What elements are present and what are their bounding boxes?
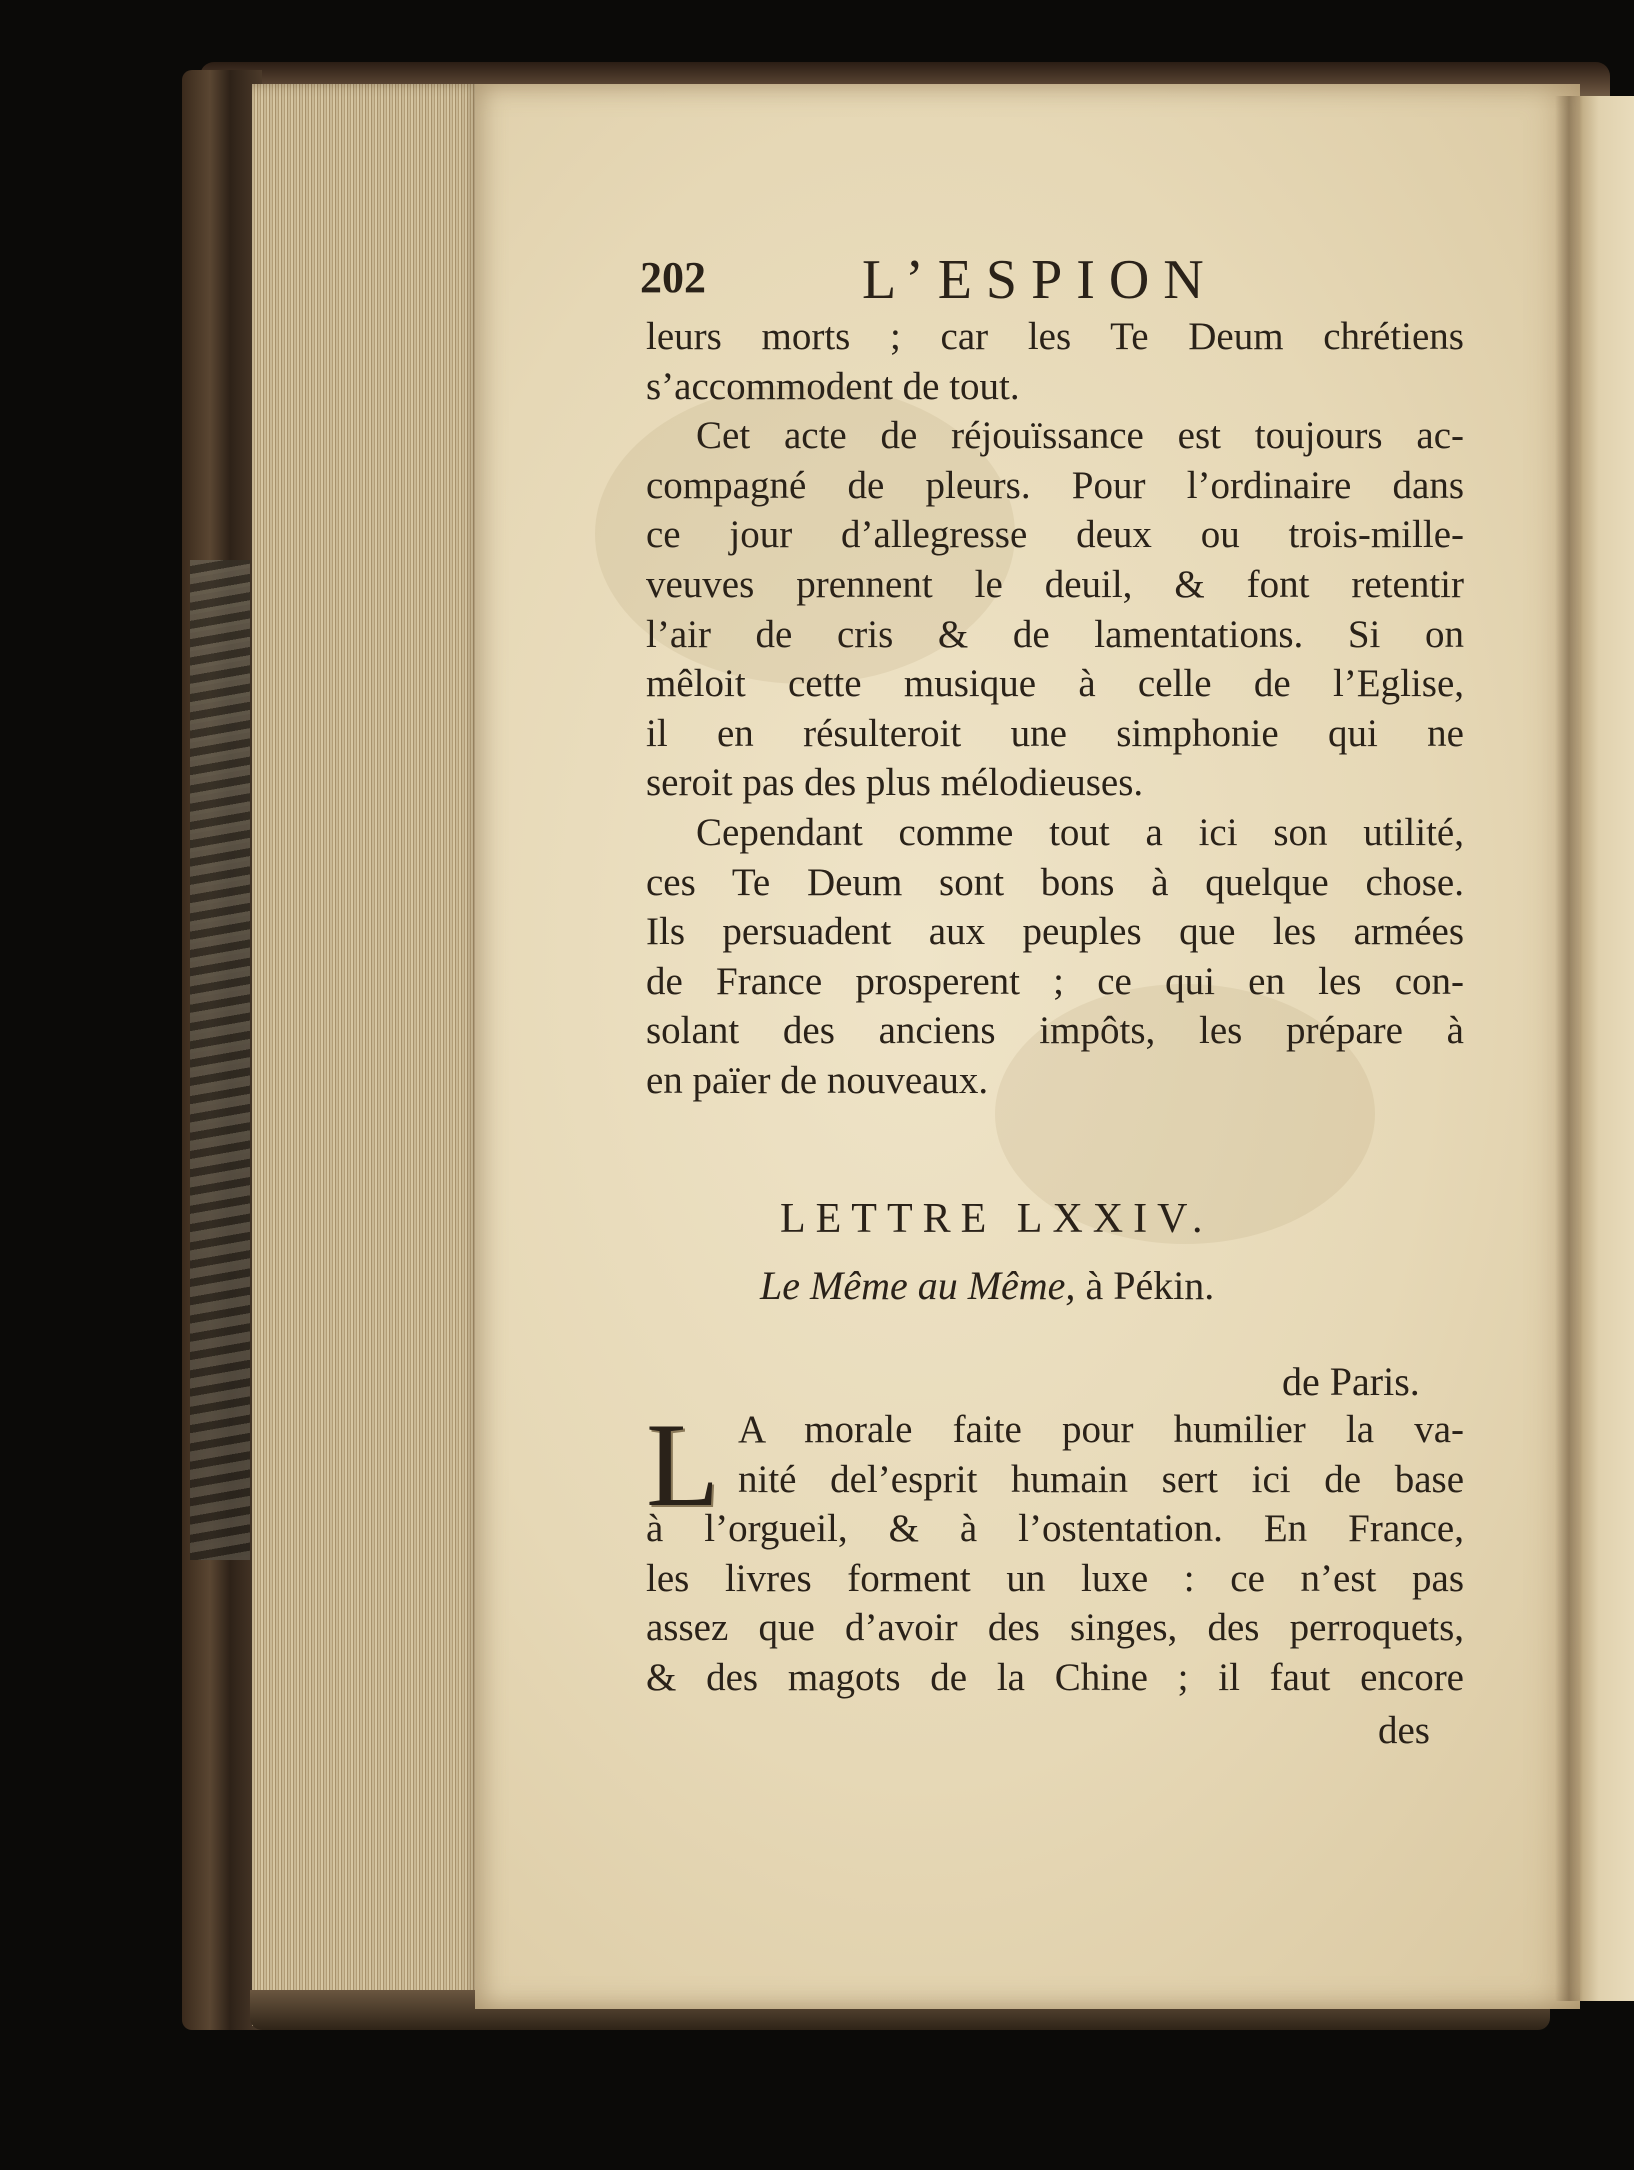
text-line: l’air de cris & de lamentations. Si on xyxy=(646,612,1464,656)
text-line: A morale faite pour humilier la va- xyxy=(738,1408,1464,1451)
marbled-endpaper xyxy=(190,560,250,1560)
letter-place: de Paris. xyxy=(1282,1359,1420,1404)
text-line: à l’orgueil, & à l’ostentation. En France, xyxy=(646,1507,1464,1551)
text-line: en païer de nouveaux. xyxy=(646,1058,989,1102)
page-edges xyxy=(252,84,482,2026)
text-line: compagné de pleurs. Pour l’ordinaire dans xyxy=(646,463,1464,507)
catchword: des xyxy=(1378,1709,1430,1752)
text-line: solant des anciens impôts, les prépare à xyxy=(646,1009,1464,1053)
text-line: Ils persuadent aux peuples que les armées xyxy=(646,910,1464,954)
text-line: seroit pas des plus mélodieuses. xyxy=(646,761,1144,805)
text-line: mêloit cette musique à celle de l’Eglise, xyxy=(646,662,1464,706)
text-line: assez que d’avoir des singes, des perroquets, xyxy=(646,1606,1464,1650)
page-number: 202 xyxy=(640,253,706,302)
text-line: Cependant comme tout a ici son utilité, xyxy=(696,810,1464,854)
body-text xyxy=(646,312,1464,1106)
text-line: veuves prennent le deuil, & font retentir xyxy=(646,562,1464,606)
text-line: Cet acte de réjouïssance est toujours ac- xyxy=(696,414,1464,458)
page-gutter-shadow xyxy=(1555,96,1583,2001)
text-line: nité del’esprit humain sert ici de base xyxy=(738,1457,1464,1501)
text-line: de France prosperent ; ce qui en les con- xyxy=(646,959,1464,1003)
facing-page xyxy=(1575,96,1634,2001)
letter-heading: LETTRE LXXIV. xyxy=(780,1196,1213,1242)
text-line: & des magots de la Chine ; il faut encore xyxy=(646,1655,1464,1699)
salutation-italic: Le Même au Même, xyxy=(760,1263,1076,1308)
text-line: les livres forment un luxe : ce n’est pas xyxy=(646,1556,1464,1600)
drop-cap: L xyxy=(646,1398,720,1531)
running-head xyxy=(640,248,1460,318)
salutation-place: à Pékin. xyxy=(1075,1263,1215,1308)
text-line: il en résulteroit une simphonie qui ne xyxy=(646,711,1464,755)
text-line: ce jour d’allegresse deux ou trois-mille- xyxy=(646,513,1464,557)
text-line: leurs morts ; car les Te Deum chrétiens xyxy=(646,315,1464,358)
text-line: s’accommodent de tout. xyxy=(646,364,1020,408)
text-line: ces Te Deum sont bons à quelque chose. xyxy=(646,860,1464,904)
letter-body xyxy=(646,1398,1464,1703)
running-title: L’ESPION xyxy=(862,249,1218,311)
letter-salutation xyxy=(760,1262,1360,1309)
